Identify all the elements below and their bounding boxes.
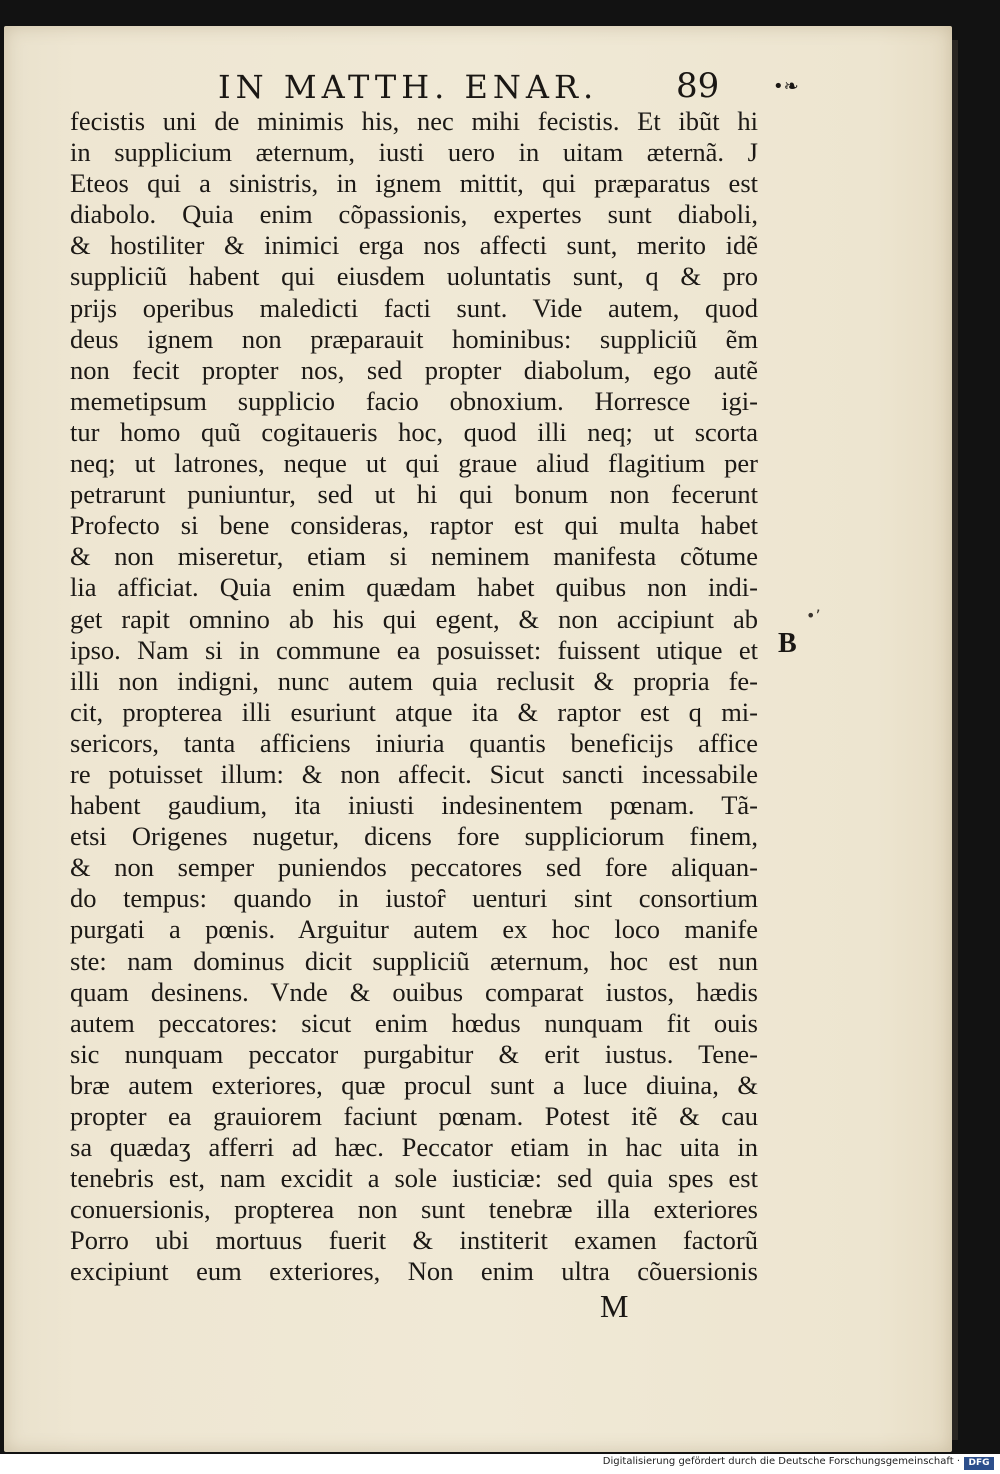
text-line: autem peccatores: sicut enim hœdus nunquam fit ouis [70,1007,758,1038]
text-line: diabolo. Quia enim cõpassionis, expertes sunt diaboli, [70,199,758,230]
text-line: prijs operibus maledicti facti sunt. Vide autem, quod [70,292,758,323]
text-line: sa quædaʒ afferri ad hæc. Peccator etiam in hac uita in [70,1132,758,1163]
signature-mark: M [600,1288,629,1324]
text-line: propter ea grauiorem faciunt pœnam. Potest itẽ & cau [70,1101,758,1131]
body-text [70,106,758,1288]
header-ornament-icon: •❧ [773,76,799,97]
text-line: tur homo quũ cogitaueris hoc, quod illi neq; ut scorta [70,416,758,447]
digitization-credit: Digitalisierung gefördert durch die Deutsche Forschungsgemeinschaft · [602,1456,960,1467]
text-line: purgati a pœnis. Arguitur autem ex hoc loco manife [70,914,758,945]
text-line: sericors, tanta afficiens iniuria quantis beneficijs affice [70,727,758,758]
dfg-logo-icon: DFG [964,1457,994,1470]
text-line: neq; ut latrones, neque ut qui graue aliud flagitium per [70,448,758,479]
page-edge-shadow [952,40,958,1440]
running-title: IN MATTH. ENAR. [218,68,599,106]
text-line: cit, propterea illi esuriunt atque ita & raptor est q mi- [70,696,758,727]
text-line: non fecit propter nos, sed propter diabolum, ego autẽ [70,354,758,385]
text-line: bræ autem exteriores, quæ procul sunt a luce diuina, & [70,1069,758,1100]
margin-section-letter: B [778,628,797,659]
text-line: excipiunt eum exteriores, Non enim ultra cõuersionis [70,1256,758,1287]
text-line: sic nunquam peccator purgabitur & erit iustus. Tene- [70,1038,758,1069]
text-line: conuersionis, propterea non sunt tenebræ illa exteriores [70,1194,758,1225]
page-number: 89 [676,66,720,106]
margin-mark-icon: •’ [806,606,821,625]
text-line: quam desinens. Vnde & ouibus comparat iustos, hædis [70,976,758,1007]
text-line: ipso. Nam si in commune ea posuisset: fuissent utique et [70,634,758,665]
text-line: fecistis uni de minimis his, nec mihi fecistis. Et ibũt hi [70,106,758,136]
text-line: habent gaudium, ita iniusti indesinentem pœnam. Tã- [70,790,758,821]
text-line: suppliciũ habent qui eiusdem uoluntatis sunt, q & pro [70,261,758,292]
text-line: illi non indigni, nunc autem quia reclusit & propria fe- [70,665,758,696]
text-line: Porro ubi mortuus fuerit & institerit examen factorũ [70,1225,758,1256]
text-line: & non miseretur, etiam si neminem manifesta cõtume [70,541,758,572]
text-line: deus ignem non præparauit hominibus: suppliciũ ẽm [70,323,758,354]
text-line: in supplicium æternum, iusti uero in uitam æternã. J [70,137,758,168]
text-line: & hostiliter & inimici erga nos affecti sunt, merito idẽ [70,230,758,261]
text-line: etsi Origenes nugetur, dicens fore suppliciorum finem, [70,821,758,852]
text-line: tenebris est, nam excidit a sole iusticiæ: sed quia spes est [70,1163,758,1194]
text-line: Eteos qui a sinistris, in ignem mittit, qui præparatus est [70,168,758,199]
text-line: get rapit omnino ab his qui egent, & non accipiunt ab [70,603,758,634]
text-line: lia afficiat. Quia enim quædam habet quibus non indi- [70,572,758,603]
text-line: Profecto si bene consideras, raptor est qui multa habet [70,510,758,541]
text-line: petrarunt puniuntur, sed ut hi qui bonum non fecerunt [70,479,758,510]
text-line: ste: nam dominus dicit suppliciũ æternum, hoc est nun [70,945,758,976]
text-line: memetipsum supplicio facio obnoxium. Horresce igi- [70,385,758,416]
text-line: & non semper puniendos peccatores sed fore aliquan- [70,852,758,883]
text-line: do tempus: quando in iustoȓ uenturi sint consortium [70,883,758,914]
text-line: re potuisset illum: & non affecit. Sicut sancti incessabile [70,758,758,789]
